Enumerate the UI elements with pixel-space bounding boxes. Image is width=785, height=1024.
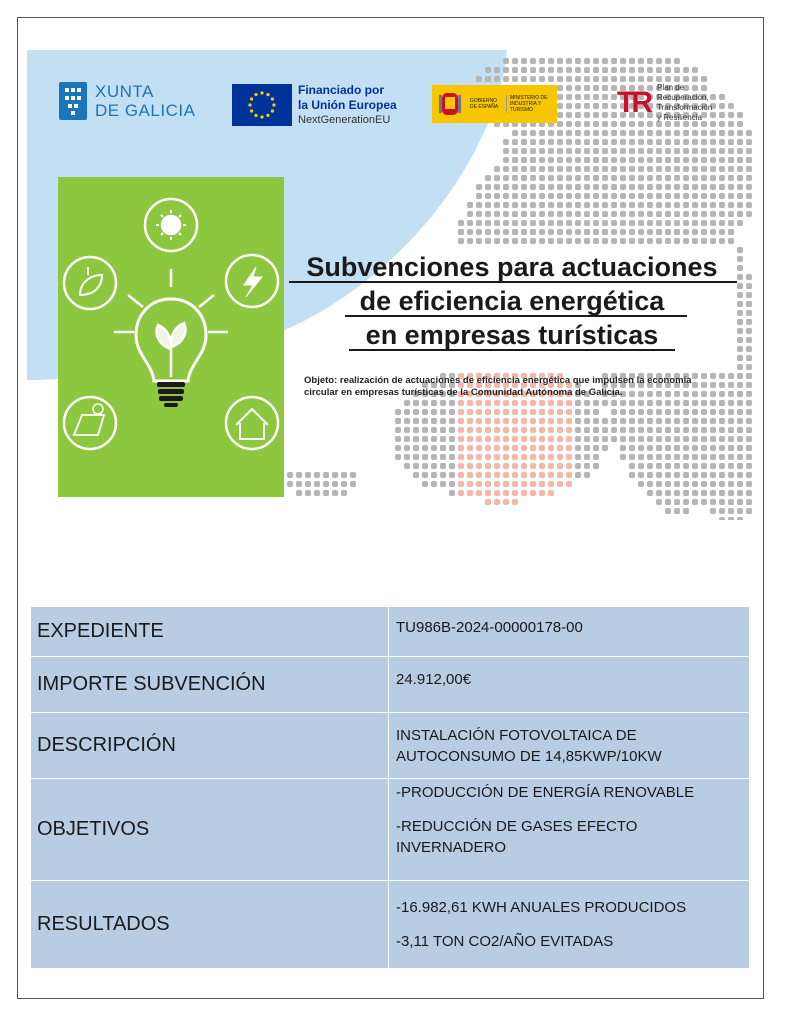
label-resultados: RESULTADOS	[31, 881, 389, 969]
plan-line-3: Transformación	[657, 103, 713, 112]
label-expediente: EXPEDIENTE	[31, 607, 389, 657]
value-resultados	[389, 881, 750, 969]
xunta-line-2: DE GALICIA	[95, 101, 196, 120]
objetivo-item: -REDUCCIÓN DE GASES EFECTO INVERNADERO	[396, 818, 638, 856]
plan-line-2: Recuperación,	[657, 93, 709, 102]
plan-line-4: y Resiliencia	[657, 113, 702, 122]
ministerio-text: MINISTERIO DE INDUSTRIA Y TURISMO	[506, 95, 552, 113]
table-row-importe	[31, 657, 750, 713]
table-row-expediente	[31, 607, 750, 657]
eu-line-1: Financiado por	[298, 83, 385, 97]
table-row-resultados	[31, 881, 750, 969]
subsidy-table	[30, 606, 750, 969]
eu-line-2: la Unión Europea	[298, 98, 397, 112]
title-line-3: en empresas turísticas	[365, 320, 659, 350]
eu-line-3: NextGenerationEU	[298, 114, 391, 126]
table-row-descripcion	[31, 713, 750, 779]
tr-mark: TR	[617, 86, 649, 119]
table-row-objetivos	[31, 779, 750, 881]
value-objetivos	[389, 779, 750, 881]
objeto-text: Objeto: realización de actuaciones de eficiencia energética que impulsen la economía circular en empresas turísticas de la Comunidad Autónoma de Galicia.	[304, 375, 692, 398]
label-objetivos: OBJETIVOS	[31, 779, 389, 881]
title-line-1: Subvenciones para actuaciones	[306, 252, 718, 282]
plan-line-1: Plan de	[657, 83, 685, 92]
value-importe: 24.912,00€	[389, 657, 750, 713]
title-underlines	[27, 50, 754, 520]
label-importe: IMPORTE SUBVENCIÓN	[31, 657, 389, 713]
resultado-item: -16.982,61 KWH ANUALES PRODUCIDOS	[396, 899, 687, 916]
value-descripcion: INSTALACIÓN FOTOVOLTAICA DE AUTOCONSUMO DE 14,85KWP/10KW	[389, 713, 750, 779]
label-descripcion: DESCRIPCIÓN	[31, 713, 389, 779]
title-line-2: de eficiencia energética	[359, 286, 665, 316]
gobierno-text: GOBIERNO DE ESPAÑA	[470, 98, 499, 110]
banner	[27, 50, 754, 520]
value-expediente: TU986B-2024-00000178-00	[389, 607, 750, 657]
resultado-item: -3,11 TON CO2/AÑO EVITADAS	[396, 933, 614, 950]
objetivo-item: -PRODUCCIÓN DE ENERGÍA RENOVABLE	[396, 784, 695, 801]
xunta-line-1: XUNTA	[95, 82, 154, 101]
